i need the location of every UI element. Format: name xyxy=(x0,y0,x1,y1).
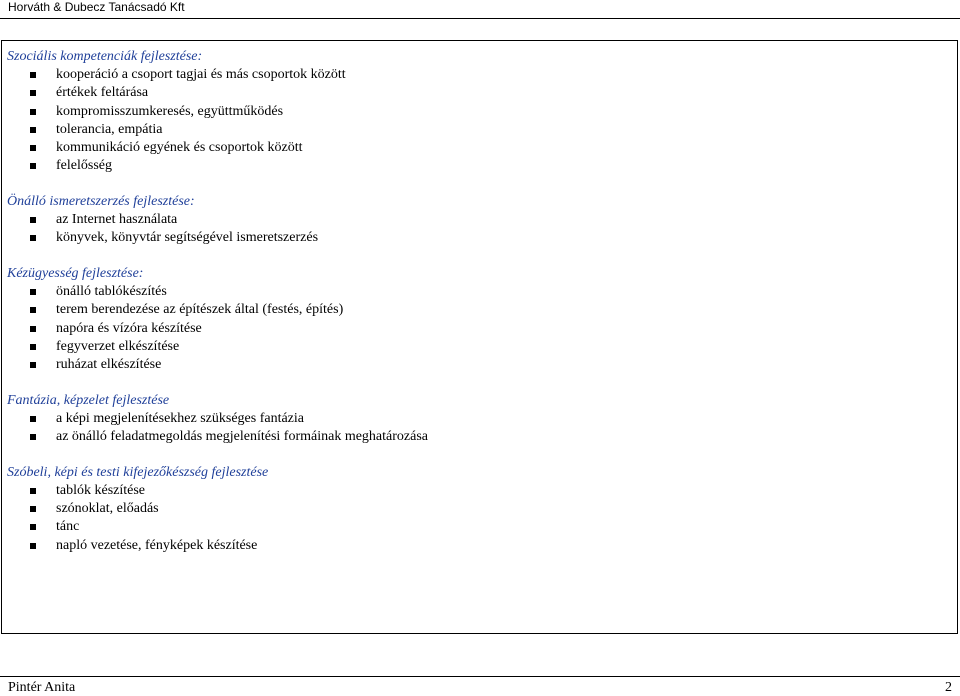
square-bullet-icon xyxy=(30,289,36,295)
list-item-text: a képi megjelenítésekhez szükséges fantázia xyxy=(56,410,304,426)
section xyxy=(7,193,947,248)
list-item-text: kompromisszumkeresés, együttműködés xyxy=(56,103,284,119)
footer-divider xyxy=(0,676,960,677)
list-item xyxy=(7,283,947,301)
list-item-text: kommunikáció egyének és csoportok között xyxy=(56,140,303,156)
section xyxy=(7,265,947,374)
square-bullet-icon xyxy=(30,506,36,512)
list-item xyxy=(7,482,947,500)
section-title: Kézügyesség fejlesztése: xyxy=(7,266,144,282)
square-bullet-icon xyxy=(30,524,36,530)
square-bullet-icon xyxy=(30,127,36,133)
section xyxy=(7,48,947,175)
list-item xyxy=(7,301,947,319)
list-item xyxy=(7,518,947,536)
square-bullet-icon xyxy=(30,217,36,223)
list-item xyxy=(7,139,947,157)
list-item-text: terem berendezése az építészek által (festés, építés) xyxy=(56,302,344,318)
list-item-text: tolerancia, empátia xyxy=(56,121,163,137)
list-item-text: ruházat elkészítése xyxy=(56,357,162,373)
list-item xyxy=(7,211,947,229)
square-bullet-icon xyxy=(30,235,36,241)
section-list xyxy=(7,48,947,572)
list-item-text: értékek feltárása xyxy=(56,85,149,101)
square-bullet-icon xyxy=(30,90,36,96)
square-bullet-icon xyxy=(30,163,36,169)
section xyxy=(7,464,947,555)
list-item xyxy=(7,320,947,338)
company-name: Horváth & Dubecz Tanácsadó Kft xyxy=(8,0,185,14)
square-bullet-icon xyxy=(30,326,36,332)
list-item-text: az önálló feladatmegoldás megjelenítési formáinak meghatározása xyxy=(56,429,429,445)
square-bullet-icon xyxy=(30,488,36,494)
square-bullet-icon xyxy=(30,543,36,549)
list-item-text: tánc xyxy=(56,519,80,535)
list-item xyxy=(7,500,947,518)
square-bullet-icon xyxy=(30,362,36,368)
bullet-list xyxy=(7,66,947,175)
square-bullet-icon xyxy=(30,307,36,313)
list-item xyxy=(7,103,947,121)
list-item xyxy=(7,157,947,175)
list-item xyxy=(7,121,947,139)
section-title: Szociális kompetenciák fejlesztése: xyxy=(7,49,203,64)
list-item-text: tablók készítése xyxy=(56,483,146,499)
header-divider xyxy=(0,18,960,19)
list-item xyxy=(7,356,947,374)
section xyxy=(7,392,947,447)
bullet-list xyxy=(7,211,947,247)
list-item xyxy=(7,410,947,428)
list-item xyxy=(7,428,947,446)
square-bullet-icon xyxy=(30,145,36,151)
list-item-text: fegyverzet elkészítése xyxy=(56,338,180,354)
section-title: Szóbeli, képi és testi kifejezőkészség fejlesztése xyxy=(7,464,269,480)
list-item xyxy=(7,338,947,356)
page-number: 2 xyxy=(945,680,952,695)
list-item xyxy=(7,229,947,247)
square-bullet-icon xyxy=(30,72,36,78)
list-item xyxy=(7,66,947,84)
list-item-text: az Internet használata xyxy=(56,212,178,228)
list-item-text: szónoklat, előadás xyxy=(56,501,159,517)
square-bullet-icon xyxy=(30,109,36,115)
list-item-text: napló vezetése, fényképek készítése xyxy=(56,537,258,553)
footer-author: Pintér Anita xyxy=(8,680,76,695)
list-item-text: napóra és vízóra készítése xyxy=(56,320,202,336)
section-title: Önálló ismeretszerzés fejlesztése: xyxy=(7,193,195,209)
list-item-text: könyvek, könyvtár segítségével ismeretszerzés xyxy=(56,230,319,246)
square-bullet-icon xyxy=(30,416,36,422)
list-item xyxy=(7,84,947,102)
square-bullet-icon xyxy=(30,434,36,440)
list-item-text: felelősség xyxy=(56,158,112,174)
bullet-list xyxy=(7,410,947,446)
square-bullet-icon xyxy=(30,344,36,350)
list-item-text: kooperáció a csoport tagjai és más csoportok között xyxy=(56,67,346,83)
section-title: Fantázia, képzelet fejlesztése xyxy=(7,392,170,408)
bullet-list xyxy=(7,283,947,374)
page-header xyxy=(0,0,960,18)
list-item xyxy=(7,537,947,555)
bullet-list xyxy=(7,482,947,555)
list-item-text: önálló tablókészítés xyxy=(56,284,167,300)
